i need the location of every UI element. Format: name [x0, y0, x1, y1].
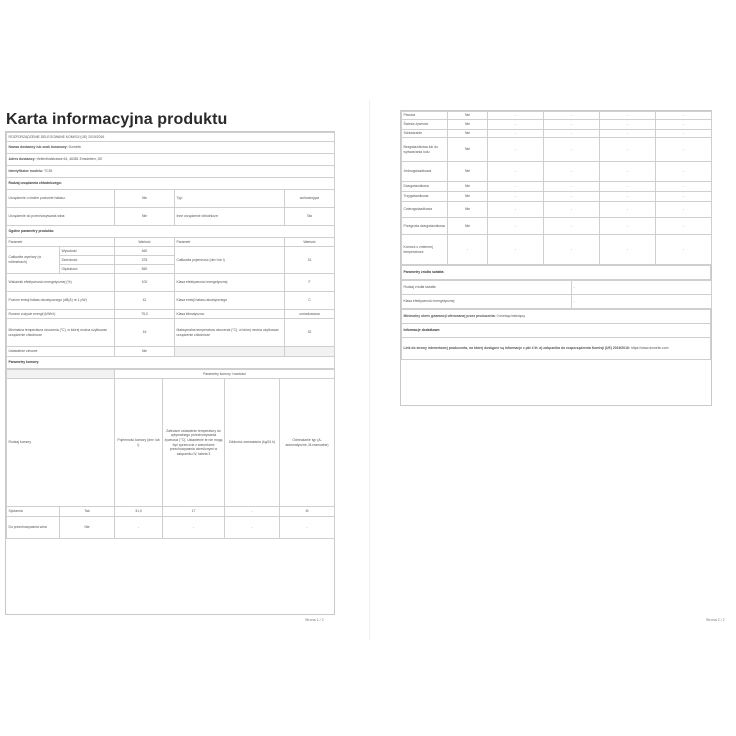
product-info-table [6, 132, 335, 369]
compartment-row-dash: - [488, 120, 544, 130]
depth-label: Głębokość [60, 265, 115, 274]
regulation-text: ROZPORZĄDZENIE DELEGOWANE KOMISJI (UE) 2019/2016 [7, 133, 335, 142]
max-temp-label: Maksymalna temperatura otoczenia (°C), w której można użytkować urządzenie chłodnicze [175, 319, 285, 347]
compartment-row-dash: - [488, 235, 544, 265]
compartment-row-dash: - [544, 182, 600, 192]
pantry-temp: 17 [163, 507, 225, 517]
compartment-row [402, 202, 712, 218]
pantry-label: Spiżarnia [7, 507, 60, 517]
wine-storage-label: Do przechowywania wina [7, 517, 60, 539]
compartment-row [402, 112, 712, 120]
compartment-row-dash: - [600, 120, 656, 130]
pantry-volume: 31,0 [115, 507, 163, 517]
other-device-label: Inne urządzenie chłodnicze: [175, 208, 285, 226]
light-params-heading: Parametry źródła światła: [402, 266, 711, 280]
additional-info-table [401, 265, 711, 280]
general-params-heading: Ogólne parametry produktu: [7, 226, 335, 238]
product-info-sheet-frame [5, 131, 335, 615]
compartment-row-label: Komora o zmiennej temperaturze [402, 235, 448, 265]
compartment-row-dash: - [600, 192, 656, 202]
compartment-row-dash: - [544, 130, 600, 138]
min-temp-label: Minimalna temperatura otoczenia (°C), w której można użytkować urządzenie chłodnicze [7, 319, 115, 347]
light-class-value: - [572, 295, 712, 309]
noise-class-value: C [285, 292, 335, 310]
compartment-freeze-header: Zdolność zamrażania (kg/24 h) [225, 379, 280, 507]
compartment-row-present: Nie [448, 182, 488, 192]
winter-value: Nie [115, 347, 175, 357]
pantry-defrost: M [280, 507, 335, 517]
manufacturer-link-row: Link do strony internetowej producenta, na której dostępne są informacje z pkt 4 lit. a) załącznika do rozporządzenia Komisji (UE) 2019/2016: https://www.dometic.com [402, 338, 711, 360]
depth-value: 550 [115, 265, 175, 274]
compartment-row-dash: - [656, 130, 712, 138]
compartment-row-label: Dwugwiazdkowa [402, 182, 448, 192]
page-title: Karta informacyjna produktu [6, 111, 228, 128]
compartment-row-dash: - [544, 138, 600, 162]
product-info-sheet-frame-2 [400, 110, 712, 406]
eei-label: Wskaźnik efektywności energetycznej (%) [7, 274, 115, 292]
max-temp-value: 32 [285, 319, 335, 347]
climate-class-value: umiarkowana [285, 310, 335, 319]
pantry-freeze: - [225, 507, 280, 517]
compartment-row [402, 182, 712, 192]
compartment-type-label: Rodzaj komory [7, 379, 115, 507]
compartment-row-dash: - [544, 120, 600, 130]
noise-class-label: Klasa emisji hałasu akustycznego [175, 292, 285, 310]
compartment-row-dash: - [488, 182, 544, 192]
compartment-temp-header: Zalecane ustawienie temperatury do optymalnego przechowywania żywności (°C). Ustawienie te nie mogą być sprzeczne z warunkami przechowywania określonymi w załączniku IV, tabela 3 [163, 379, 225, 507]
compartment-row-label: Bezgwiazdkowa lub do wytwarzania lodu [402, 138, 448, 162]
compartment-row-dash: - [600, 218, 656, 235]
compartment-row-label: Jednogwiazdkowa [402, 162, 448, 182]
energy-class-value: F [285, 274, 335, 292]
device-type-heading: Rodzaj urządzenia chłodniczego: [7, 178, 335, 190]
annual-energy-label: Roczne zużycie energii (kWh/r) [7, 310, 115, 319]
compartment-row-present: Nie [448, 112, 488, 120]
compartment-row-present: - [448, 235, 488, 265]
compartment-row-dash: - [488, 130, 544, 138]
compartment-row-dash: - [600, 130, 656, 138]
width-value: 378 [115, 256, 175, 265]
extra-info-heading: Informacje dodatkowe: [402, 324, 711, 338]
eei-value: 100 [115, 274, 175, 292]
compartment-row-label: Świeża żywność [402, 120, 448, 130]
noise-value: 42 [115, 292, 175, 310]
min-temp-value: 16 [115, 319, 175, 347]
compartment-row-dash: - [544, 162, 600, 182]
total-volume-value: 31 [285, 247, 335, 274]
wine-storage-present: Nie [60, 517, 115, 539]
energy-class-label: Klasa efektywności energetycznej [175, 274, 285, 292]
dimensions-label: Całkowite wymiary (w milimetrach) [7, 247, 60, 274]
warranty-table [401, 309, 711, 360]
compartment-row-dash: - [544, 218, 600, 235]
pantry-present: Tak [60, 507, 115, 517]
compartment-defrost-header: Odmrażanie typ (A-automatyczne, M-manualne) [280, 379, 335, 507]
value-col-header: Wartość [115, 238, 175, 247]
compartment-row-dash: - [656, 112, 712, 120]
low-noise-label: Urządzenie o niskim poziomie hałasu: [7, 190, 115, 208]
compartment-row-dash: - [600, 182, 656, 192]
light-table [401, 280, 712, 309]
winter-label: Ustawienie zimowe [7, 347, 115, 357]
type-value: wolnostojące [285, 190, 335, 208]
compartment-row-present: Nie [448, 218, 488, 235]
wine-device-label: Urządzenie do przechowywania wina: [7, 208, 115, 226]
compartment-row-present: Nie [448, 130, 488, 138]
wine-storage-defrost: - [280, 517, 335, 539]
compartment-row-dash: - [488, 112, 544, 120]
compartment-row [402, 218, 712, 235]
page-number-2: Strona 2 / 2 [706, 618, 725, 622]
compartment-row-dash: - [488, 162, 544, 182]
compartment-row-dash: - [488, 138, 544, 162]
wine-storage-freeze: - [225, 517, 280, 539]
light-class-label: Klasa efektywności energetycznej [402, 295, 572, 309]
compartment-row-dash: - [488, 192, 544, 202]
compartment-row-dash: - [656, 162, 712, 182]
compartment-row-dash: - [656, 138, 712, 162]
compartment-row-present: Nie [448, 162, 488, 182]
model-row: Identyfikator modelu: TC35 [7, 166, 335, 178]
compartment-row-dash: - [656, 202, 712, 218]
compartment-row-label: Czterogwiazdkowa [402, 202, 448, 218]
page-2 [370, 100, 736, 640]
compartment-row [402, 130, 712, 138]
noise-label: Poziom emisji hałasu akustycznego (dB(A) re 1 pW) [7, 292, 115, 310]
compartment-row [402, 192, 712, 202]
compartment-row-label: Trzygwiazdkowa [402, 192, 448, 202]
compartment-row-label: Przegroda dwugwiazdkowa [402, 218, 448, 235]
light-type-value: - [572, 281, 712, 295]
compartment-params-heading: Parametry komory: [7, 357, 335, 369]
wine-device-value: Nie [115, 208, 175, 226]
manufacturer-link[interactable]: https://www.dometic.com [630, 346, 669, 351]
compartment-header: Parametry komory i wartości [115, 370, 335, 379]
compartment-row-dash: - [656, 218, 712, 235]
compartment-row-present: Nie [448, 192, 488, 202]
compartment-row-dash: - [656, 235, 712, 265]
compartment-row-dash: - [656, 192, 712, 202]
compartment-row-label: Schładzanie [402, 130, 448, 138]
compartment-row-dash: - [600, 235, 656, 265]
value-col-header-2: Wartość [285, 238, 335, 247]
compartment-row-dash: - [544, 235, 600, 265]
compartment-row-dash: - [544, 112, 600, 120]
wine-storage-volume: - [115, 517, 163, 539]
wine-storage-temp: - [163, 517, 225, 539]
compartment-table-continued [401, 111, 712, 265]
compartment-row-dash: - [656, 182, 712, 192]
width-label: Szerokość [60, 256, 115, 265]
annual-energy-value: 75,0 [115, 310, 175, 319]
compartment-row [402, 138, 712, 162]
compartment-table [6, 369, 335, 539]
compartment-row-present: Nie [448, 120, 488, 130]
page-number: Strona 1 / 2 [305, 618, 324, 622]
compartment-row-dash: - [488, 218, 544, 235]
low-noise-value: Nie [115, 190, 175, 208]
climate-class-label: Klasa klimatyczna: [175, 310, 285, 319]
compartment-row-dash: - [600, 138, 656, 162]
compartment-row-dash: - [488, 202, 544, 218]
compartment-row-label: Piwnica [402, 112, 448, 120]
page-1 [0, 100, 368, 640]
supplier-row: Nazwa dostawcy lub znak towarowy: Dometic [7, 142, 335, 154]
total-volume-label: Całkowita pojemność (dm³ lub l) [175, 247, 285, 274]
compartment-volume-header: Pojemność komory (dm³ lub l) [115, 379, 163, 507]
other-device-value: Tak [285, 208, 335, 226]
type-label: Typ: [175, 190, 285, 208]
compartment-row-dash: - [600, 202, 656, 218]
compartment-row-dash: - [544, 202, 600, 218]
compartment-row-present: Nie [448, 202, 488, 218]
compartment-row-dash: - [656, 120, 712, 130]
light-type-label: Rodzaj źródła światła [402, 281, 572, 295]
param-col-header-2: Parametr [175, 238, 285, 247]
compartment-row-dash: - [544, 192, 600, 202]
compartment-row-present: Nie [448, 138, 488, 162]
param-col-header: Parametr [7, 238, 115, 247]
height-value: 460 [115, 247, 175, 256]
address-row: Adres dostawcy: Hellenthalstrasse 64, 46381 Emsdetten, DE [7, 154, 335, 166]
compartment-row [402, 162, 712, 182]
compartment-row-dash: - [600, 112, 656, 120]
compartment-row [402, 120, 712, 130]
compartment-row [402, 235, 712, 265]
compartment-row-dash: - [600, 162, 656, 182]
warranty-row: Minimalny okres gwarancji oferowanej przez producenta: 0 miesiąc/miesięcy [402, 310, 711, 324]
height-label: Wysokość [60, 247, 115, 256]
